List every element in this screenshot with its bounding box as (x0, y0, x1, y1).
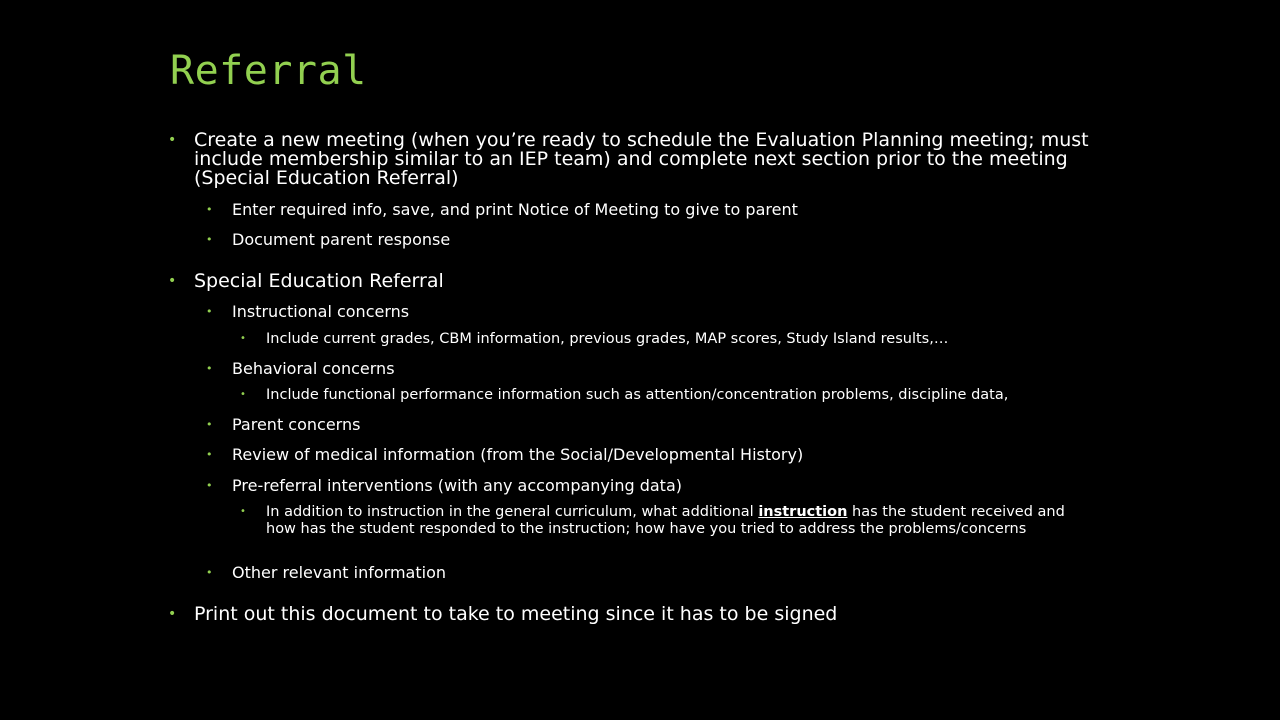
bullet-icon: • (206, 362, 213, 375)
bullet-include-functional-performance (240, 387, 1090, 404)
bullet-other-relevant-information (206, 564, 1086, 581)
bullet-text-part: In addition to instruction in the general curriculum, what additional (266, 504, 759, 520)
bullet-text: Create a new meeting (when you’re ready to schedule the Evaluation Planning meeting; must include membership similar to an IEP team) and complete next section prior to the meeting (Special Education Referral) (194, 129, 1089, 189)
bullet-icon: • (206, 305, 213, 318)
underlined-instruction-word: instruction (758, 504, 848, 520)
bullet-create-meeting (168, 131, 1098, 188)
bullet-review-medical-information (206, 446, 1086, 463)
bullet-additional-instruction (240, 504, 1090, 537)
bullet-behavioral-concerns (206, 360, 1086, 377)
bullet-text (266, 504, 1090, 537)
bullet-text: Pre-referral interventions (with any accompanying data) (232, 476, 682, 495)
bullet-text: Include current grades, CBM information, previous grades, MAP scores, Study Island results,… (266, 331, 949, 347)
bullet-enter-required-info (206, 201, 1086, 218)
bullet-icon: • (206, 479, 213, 492)
bullet-icon: • (206, 448, 213, 461)
bullet-icon: • (206, 566, 213, 579)
bullet-special-education-referral (168, 272, 1098, 291)
bullet-include-current-grades (240, 331, 1090, 348)
bullet-text: Instructional concerns (232, 302, 410, 321)
bullet-icon: • (240, 333, 246, 344)
bullet-icon: • (168, 132, 177, 148)
bullet-icon: • (168, 606, 177, 622)
bullet-print-document (168, 605, 1098, 624)
bullet-text: Special Education Referral (194, 270, 444, 292)
bullet-text: Parent concerns (232, 415, 361, 434)
bullet-text: Review of medical information (from the Social/Developmental History) (232, 445, 804, 464)
bullet-icon: • (240, 389, 246, 400)
bullet-icon: • (168, 273, 177, 289)
bullet-document-parent-response (206, 231, 1086, 248)
bullet-text: Document parent response (232, 230, 451, 249)
bullet-text: Behavioral concerns (232, 359, 395, 378)
bullet-text: Enter required info, save, and print Notice of Meeting to give to parent (232, 200, 798, 219)
slide-title: Referral (170, 48, 367, 94)
bullet-icon: • (206, 418, 213, 431)
bullet-text: Include functional performance information such as attention/concentration problems, discipline data, (266, 387, 1009, 403)
bullet-icon: • (240, 506, 246, 517)
bullet-instructional-concerns (206, 303, 1086, 320)
bullet-icon: • (206, 203, 213, 216)
bullet-icon: • (206, 233, 213, 246)
bullet-pre-referral-interventions (206, 477, 1086, 494)
bullet-text: Other relevant information (232, 563, 446, 582)
bullet-parent-concerns (206, 416, 1086, 433)
bullet-text: Print out this document to take to meeting since it has to be signed (194, 603, 838, 625)
bullet-text-part: has the student received and how has the student responded to the instruction; how have you tried to address the problems/concerns (266, 504, 1065, 537)
